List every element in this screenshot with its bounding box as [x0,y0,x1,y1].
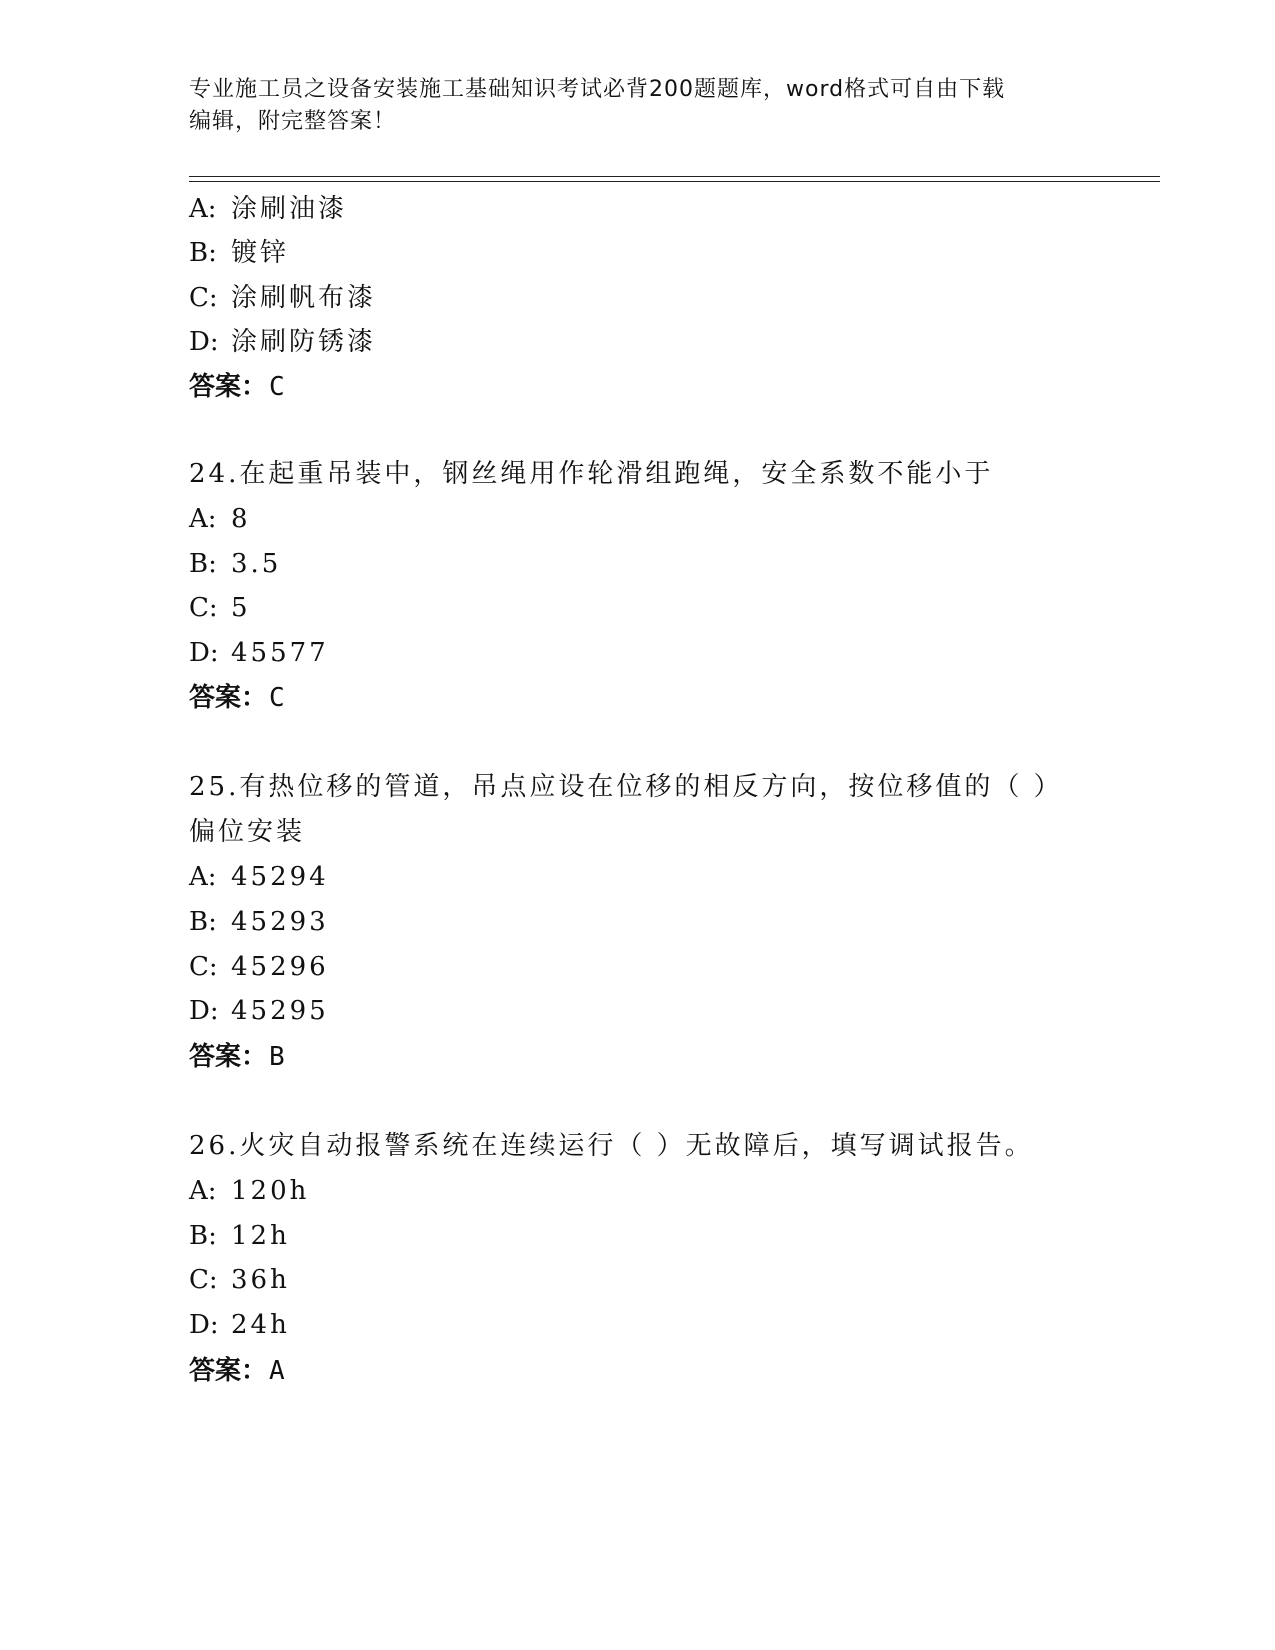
q25-answer: 答案：B [189,1042,285,1072]
q26-option-a: A: 120h [189,1176,310,1206]
q24-option-c: C: 5 [189,593,251,623]
q24-option-b: B: 3.5 [189,549,282,579]
q24-option-d: D: 45577 [189,638,329,668]
q23-option-b: B: 镀锌 [189,238,290,268]
q24-stem: 24.在起重吊装中，钢丝绳用作轮滑组跑绳，安全系数不能小于 [189,459,994,489]
q26-option-c: C: 36h [189,1265,290,1295]
document-header [189,74,1089,138]
q25-option-c: C: 45296 [189,952,329,982]
q25-option-a: A: 45294 [189,862,329,892]
header-divider-bottom [189,181,1160,182]
q26-option-b: B: 12h [189,1221,290,1251]
q25-stem-line2: 偏位安装 [189,817,306,847]
q23-option-d: D: 涂刷防锈漆 [189,327,377,357]
q26-stem: 26.火灾自动报警系统在连续运行（ ）无故障后，填写调试报告。 [189,1131,1034,1161]
q23-option-a: A: 涂刷油漆 [189,194,348,224]
q26-option-d: D: 24h [189,1310,290,1340]
q25-option-b: B: 45293 [189,907,329,937]
q25-stem-line1: 25.有热位移的管道，吊点应设在位移的相反方向，按位移值的（ ） [189,772,1063,802]
q23-option-c: C: 涂刷帆布漆 [189,283,377,313]
q23-answer: 答案：C [189,372,285,402]
q24-option-a: A: 8 [189,504,251,534]
q25-option-d: D: 45295 [189,996,329,1026]
header-title-line2: 编辑，附完整答案！ [189,109,397,134]
q26-answer: 答案：A [189,1356,285,1386]
q24-answer: 答案：C [189,683,285,713]
header-title-line1: 专业施工员之设备安装施工基础知识考试必背200题题库，word格式可自由下载 [189,77,1006,102]
header-divider-top [189,176,1160,177]
